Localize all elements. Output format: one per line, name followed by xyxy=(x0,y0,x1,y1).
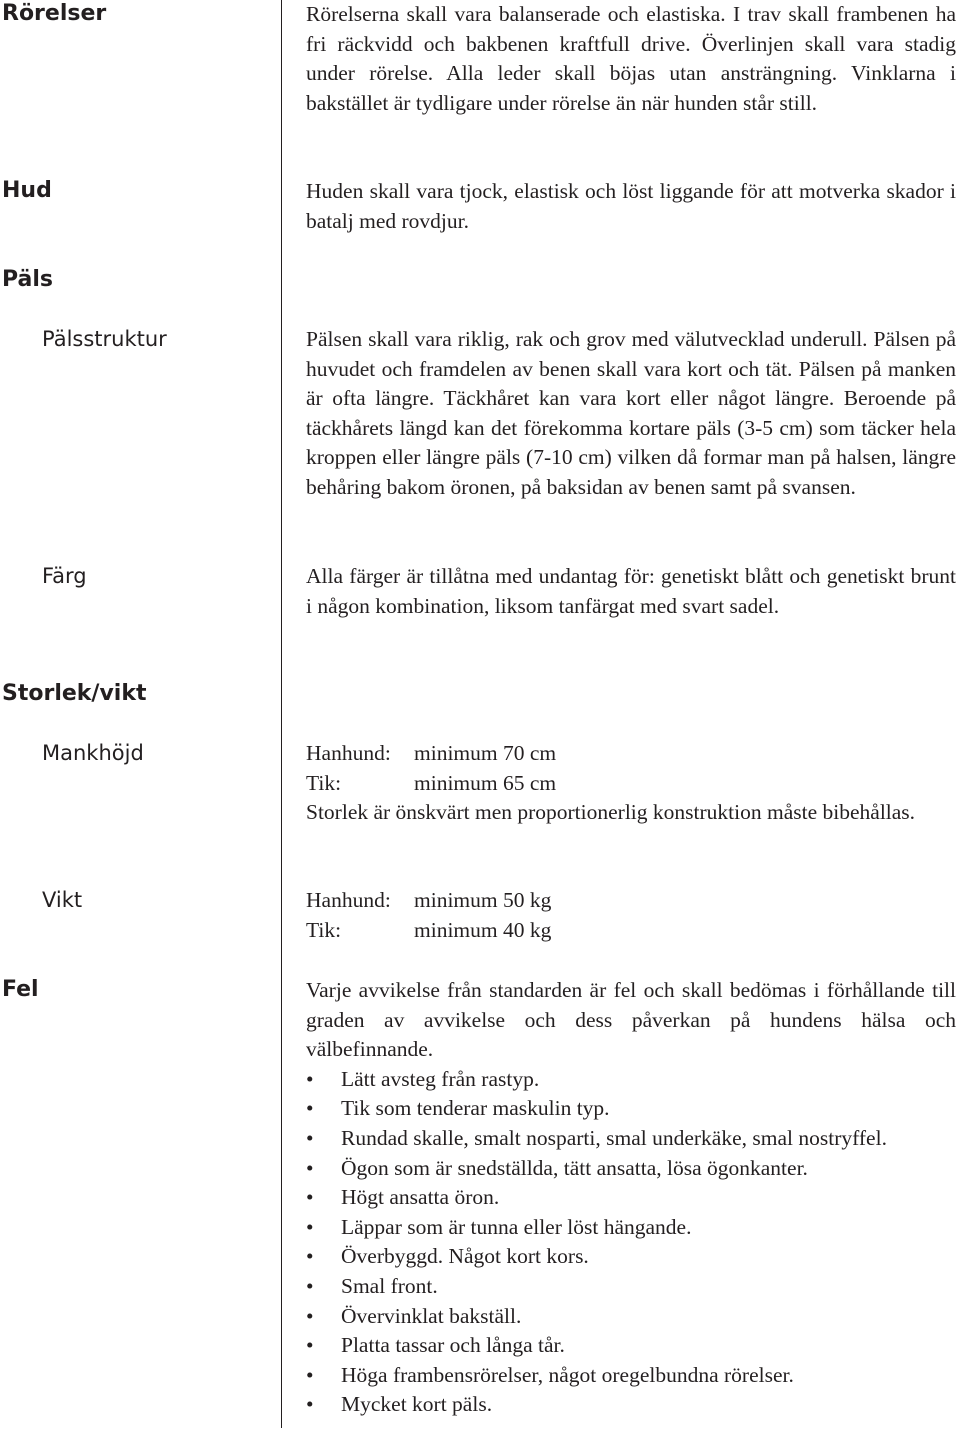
mankhojd-note: Storlek är önskvärt men proportionerlig konstruktion måste bibehållas. xyxy=(306,800,916,825)
list-item-text: Smal front. xyxy=(341,1273,438,1298)
list-item xyxy=(306,1390,956,1420)
list-item xyxy=(306,1183,956,1213)
mankhojd-block xyxy=(306,739,956,828)
vikt-row-tik xyxy=(306,916,956,946)
list-item-text: Övervinklat bakställ. xyxy=(341,1303,522,1328)
size-value: minimum 70 cm xyxy=(414,741,557,765)
bullet-icon: • xyxy=(306,1155,314,1180)
fel-list xyxy=(306,1065,956,1420)
list-item-text: Höga frambensrörelser, något oregelbundna rörelser. xyxy=(341,1362,794,1387)
bullet-icon: • xyxy=(306,1333,314,1358)
list-item-text: Platta tassar och långa tår. xyxy=(341,1333,565,1358)
mankhojd-row-tik xyxy=(306,769,956,799)
list-item xyxy=(306,1213,956,1243)
bullet-icon: • xyxy=(306,1066,314,1091)
list-item xyxy=(306,1331,956,1361)
list-item-text: Lätt avsteg från rastyp. xyxy=(341,1066,540,1091)
hud-text: Huden skall vara tjock, elastisk och löst liggande för att motverka skador i batalj med rovdjur. xyxy=(306,179,956,233)
bullet-icon: • xyxy=(306,1362,314,1387)
list-item-text: Ögon som är snedställda, tätt ansatta, lösa ögonkanter. xyxy=(341,1155,808,1180)
bullet-icon: • xyxy=(306,1214,314,1239)
heading-rorelser: Rörelser xyxy=(2,1,107,26)
mankhojd-row-hanhund xyxy=(306,739,956,769)
size-label: Hanhund: xyxy=(306,888,391,912)
bullet-icon: • xyxy=(306,1125,314,1150)
list-item-text: Tik som tenderar maskulin typ. xyxy=(341,1096,610,1121)
subheading-farg: Färg xyxy=(42,564,87,588)
list-item-text: Rundad skalle, smalt nosparti, smal underkäke, smal nostryffel. xyxy=(341,1125,887,1150)
size-label: Tik: xyxy=(306,917,342,942)
fel-block xyxy=(306,976,956,1420)
list-item xyxy=(306,1272,956,1302)
bullet-icon: • xyxy=(306,1392,314,1417)
list-item-text: Mycket kort päls. xyxy=(341,1392,493,1417)
size-label: Tik: xyxy=(306,770,342,795)
list-item xyxy=(306,1361,956,1391)
list-item xyxy=(306,1302,956,1332)
bullet-icon: • xyxy=(306,1096,314,1121)
heading-hud: Hud xyxy=(2,178,52,203)
vikt-block xyxy=(306,886,956,945)
list-item-text: Överbyggd. Något kort kors. xyxy=(341,1244,589,1269)
list-item xyxy=(306,1124,956,1154)
palsstruktur-text: Pälsen skall vara riklig, rak och grov med välutvecklad underull. Pälsen på huvudet och framdelen av benen skall vara kort och tät. Pälsen på manken är ofta längre. Täckhåret kan vara kort eller något längre. Beroende på täckhårets längd kan det förekomma kortare päls (3-5 cm) som täcker hela kroppen eller längre päls (7-10 cm) vilken då formar man på halsen, längre behåring bakom öronen, på baksidan av benen samt på svansen. xyxy=(306,327,956,499)
list-item xyxy=(306,1065,956,1095)
list-item-text: Läppar som är tunna eller löst hängande. xyxy=(341,1214,692,1239)
farg-text: Alla färger är tillåtna med undantag för: genetiskt blått och genetiskt brunt i någon kombination, liksom tanfärgat med svart sadel. xyxy=(306,564,956,618)
rorelser-text: Rörelserna skall vara balanserade och elastiska. I trav skall frambenen ha fri räckvidd och bakbenen kraftfull drive. Överlinjen skall vara stadig under rörelse. Alla leder skall böjas utan ansträngning. Vinklarna i bakstället är tydligare under rörelse än när hunden står still. xyxy=(306,2,956,115)
bullet-icon: • xyxy=(306,1273,314,1298)
list-item xyxy=(306,1094,956,1124)
bullet-icon: • xyxy=(306,1185,314,1210)
size-value: minimum 50 kg xyxy=(414,888,552,912)
subheading-vikt: Vikt xyxy=(42,888,83,912)
vikt-row-hanhund xyxy=(306,886,956,916)
size-value: minimum 65 cm xyxy=(414,770,557,795)
heading-fel: Fel xyxy=(2,977,39,1002)
list-item xyxy=(306,1242,956,1272)
subheading-mankhojd: Mankhöjd xyxy=(42,741,144,765)
bullet-icon: • xyxy=(306,1303,314,1328)
bullet-icon: • xyxy=(306,1244,314,1269)
size-value: minimum 40 kg xyxy=(414,917,552,942)
subheading-palsstruktur: Pälsstruktur xyxy=(42,327,167,351)
list-item-text: Högt ansatta öron. xyxy=(341,1185,500,1210)
column-divider xyxy=(281,0,282,1428)
heading-pals: Päls xyxy=(2,267,54,292)
size-label: Hanhund: xyxy=(306,741,391,765)
fel-intro: Varje avvikelse från standarden är fel och skall bedömas i förhållande till graden av avvikelse och dess påverkan på hundens hälsa och välbefinnande. xyxy=(306,978,956,1062)
list-item xyxy=(306,1154,956,1184)
heading-storlek-vikt: Storlek/vikt xyxy=(2,681,147,706)
